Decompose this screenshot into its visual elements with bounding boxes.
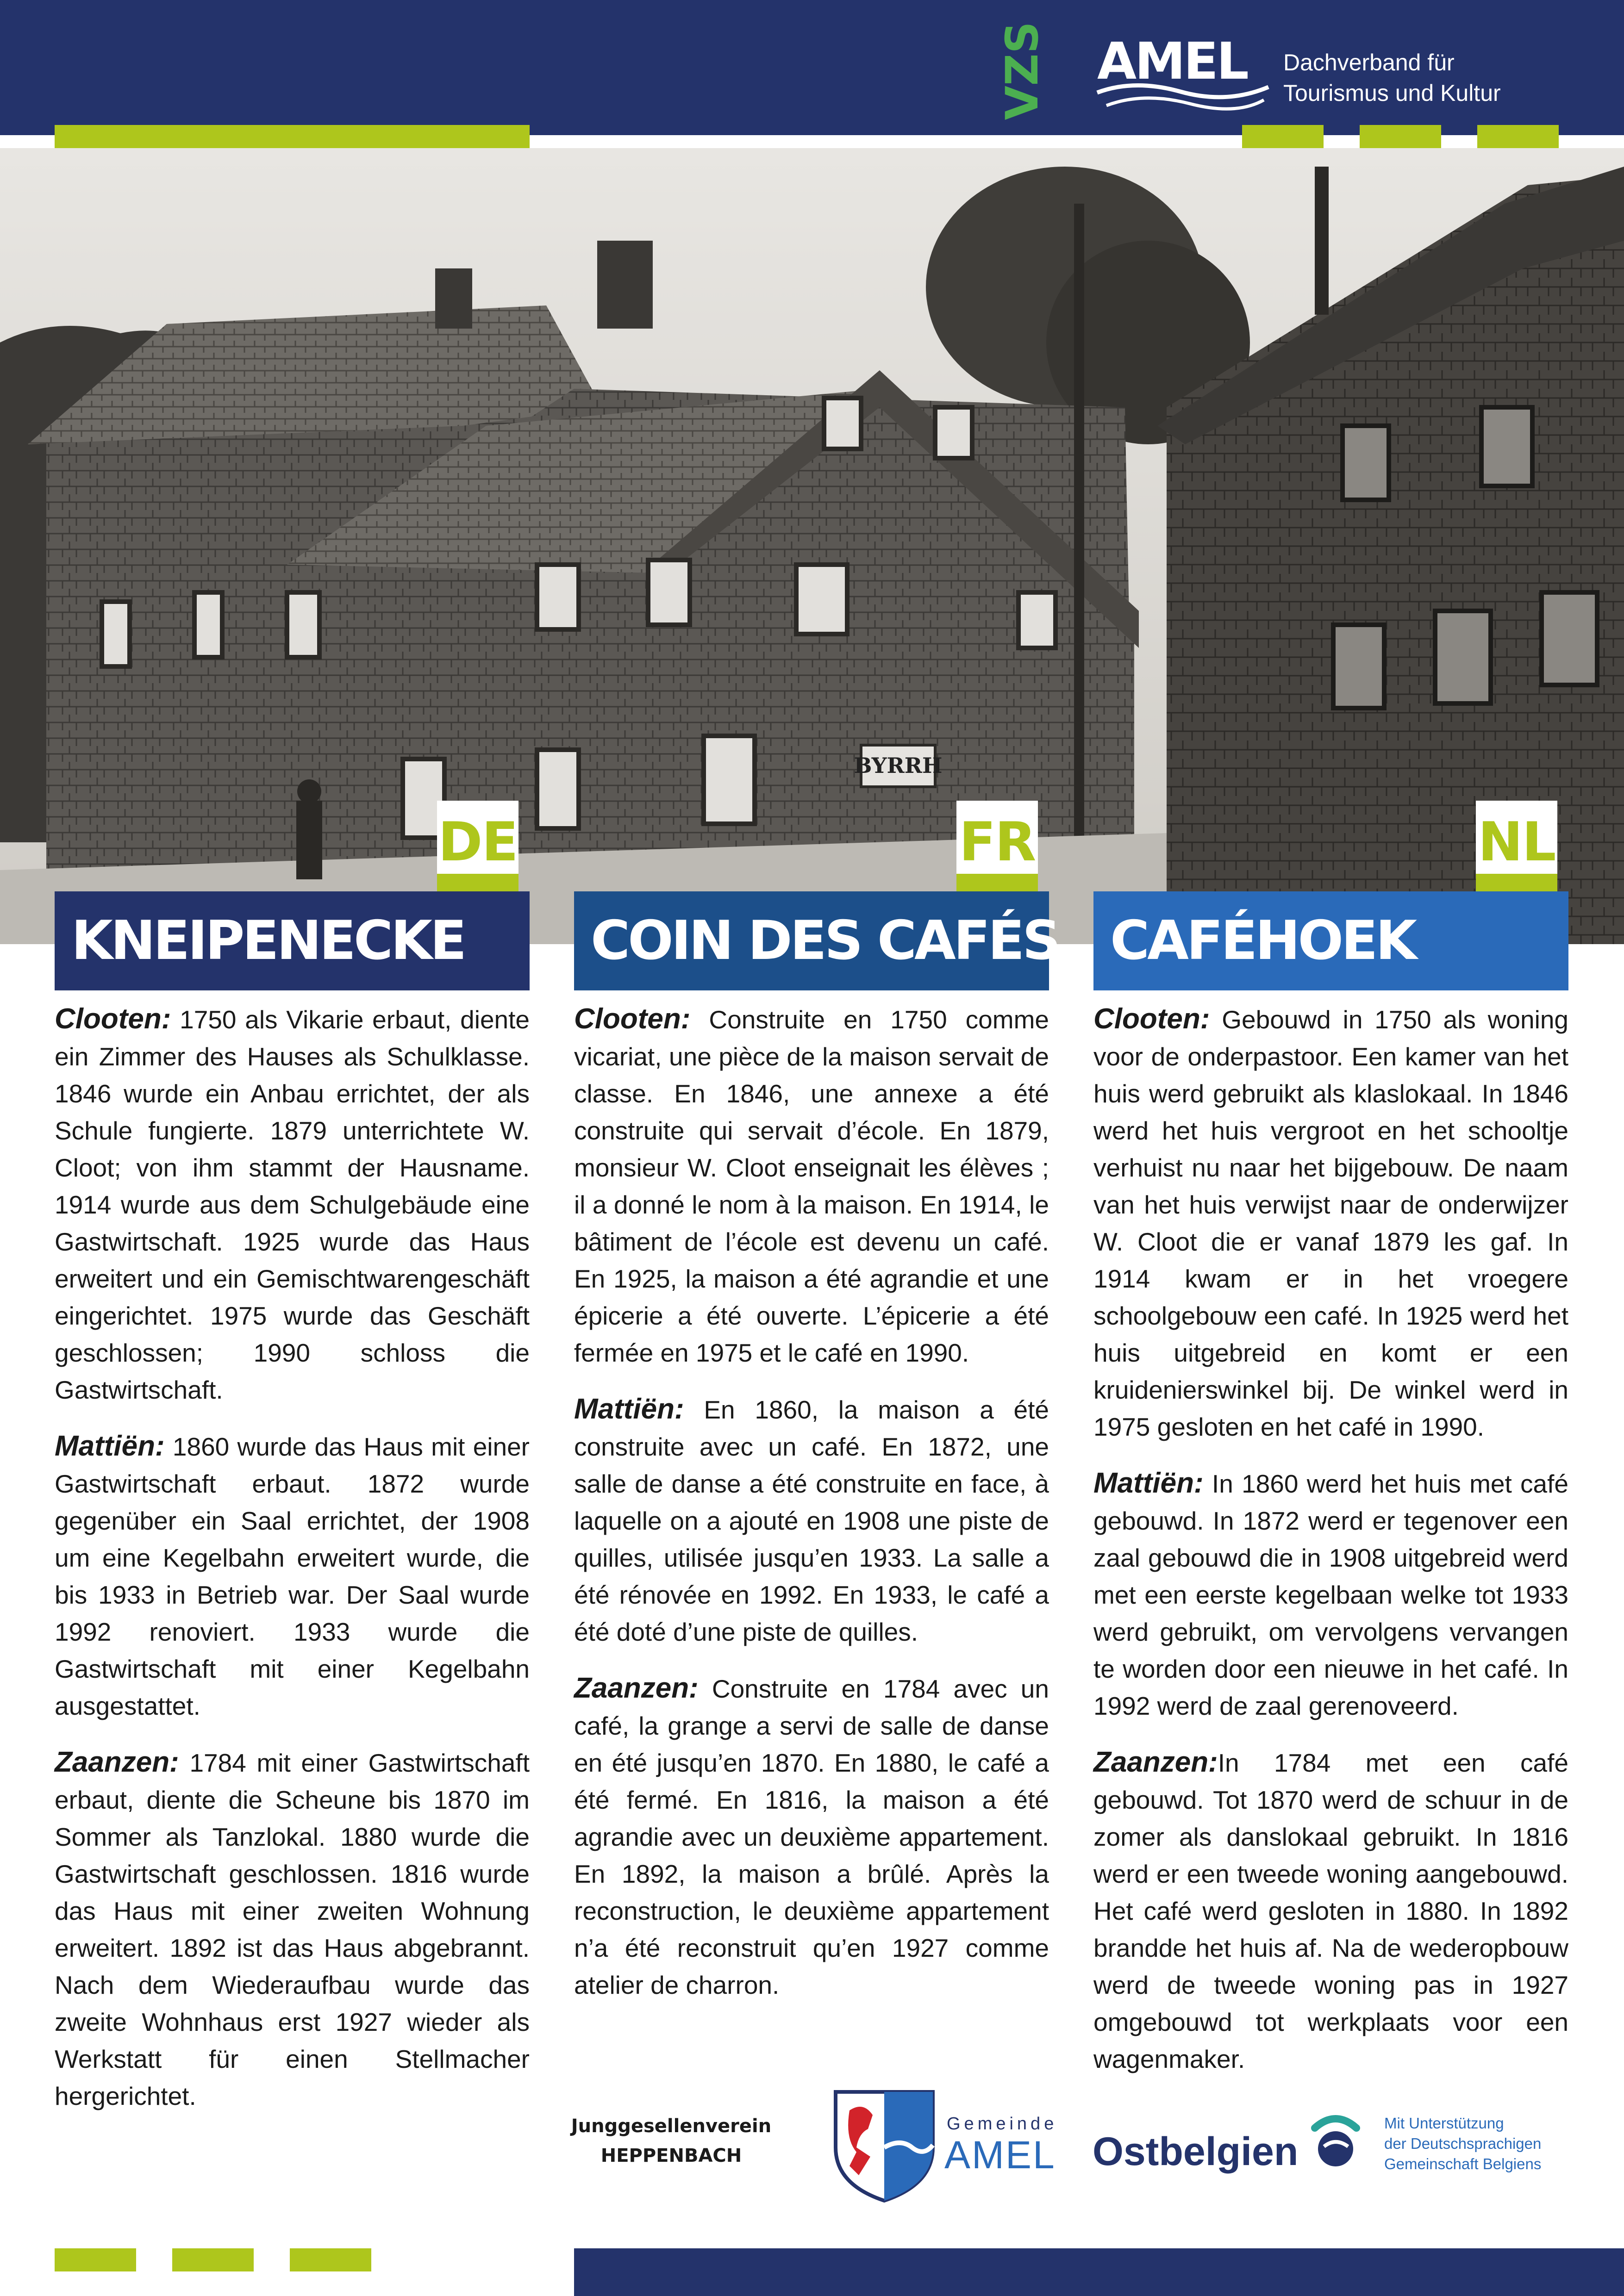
heading-nl: CAFÉHOEK bbox=[1093, 891, 1568, 990]
paragraph-mattien bbox=[55, 1428, 530, 1724]
gemeinde-label: Gemeinde bbox=[947, 2114, 1058, 2134]
tagline-line-1: Dachverband für bbox=[1283, 50, 1455, 75]
paragraph-text: Gebouwd in 1750 als woning voor de onderpastoor. Een kamer van het huis werd gebruikt als klaslokaal. In 1846 werd het huis vergroot en het schooltje verhuist nu naar het bijgebouw. De naam van het huis verwijst naar de onderwijzer W. Cloot die er vanaf 1879 les gaf. In 1914 kwam er in het vroegere schoolgebouw een café. In 1925 werd het huis uitgebreid en komt er een kruidenierswinkel bij. De winkel werd in 1975 gesloten en het café in 1990. bbox=[1093, 1005, 1568, 1441]
place-label: Zaanzen: bbox=[574, 1672, 699, 1704]
accent-bar bbox=[1477, 125, 1559, 148]
svg-text:AMEL: AMEL bbox=[1097, 31, 1247, 91]
accent-bar bbox=[1242, 125, 1324, 148]
paragraph-zaanzen bbox=[1093, 1744, 1568, 2078]
lang-code: NL bbox=[1478, 811, 1555, 873]
jgv-line-2: HEPPENBACH bbox=[600, 2145, 742, 2166]
paragraph-clooten bbox=[1093, 1001, 1568, 1445]
place-label: Mattiën: bbox=[1093, 1467, 1204, 1499]
historic-photo-illustration bbox=[0, 148, 1624, 944]
paragraph-text: 1750 als Vikarie erbaut, diente ein Zimmer des Hauses als Schulklasse. 1846 wurde ein Anbau errichtet, der als Schule fungierte. 1879 unterrichtete W. Cloot; von ihm stammt der Hausname. 1914 wurde aus dem Schulgebäude eine Gastwirtschaft. 1925 wurde das Haus erweitert und ein Gemischtwarengeschäft eingerichtet. 1975 wurde das Geschäft geschlossen; 1990 schloss die Gastwirtschaft. bbox=[55, 1005, 530, 1404]
footer-accent-bar bbox=[172, 2248, 254, 2271]
accent-bar bbox=[1360, 125, 1441, 148]
tagline bbox=[1283, 47, 1598, 108]
support-line-2: der Deutschsprachigen bbox=[1384, 2135, 1542, 2152]
column-de bbox=[55, 1001, 530, 2115]
paragraph-text: In 1860 werd het huis met café gebouwd. In 1872 werd er tegenover een zaal gebouwd die in 1908 uitgebreid werd met een eerste kegelbaan welke tot 1933 werd gebruikt, om vervolgens vervangen te worden door een nieuwe in het café. In 1992 werd de zaal gerenoveerd. bbox=[1093, 1469, 1568, 1720]
lang-code: FR bbox=[959, 811, 1036, 873]
paragraph-mattien bbox=[574, 1391, 1049, 1650]
lang-tag-underline bbox=[1476, 874, 1557, 893]
jgv-line-1: Junggesellenverein bbox=[571, 2116, 772, 2137]
heading-de: KNEIPENECKE bbox=[55, 891, 530, 990]
amel-logo bbox=[1093, 32, 1273, 116]
lang-tag-nl bbox=[1476, 801, 1557, 893]
column-fr bbox=[574, 1001, 1049, 2004]
lang-tag-underline bbox=[956, 874, 1038, 893]
footer-accent-bar bbox=[290, 2248, 371, 2271]
place-label: Clooten: bbox=[1093, 1003, 1210, 1035]
amel-crest-icon bbox=[831, 2087, 937, 2203]
junggesellenverein-logo bbox=[565, 2111, 778, 2171]
lang-code: DE bbox=[438, 811, 518, 873]
paragraph-clooten bbox=[55, 1001, 530, 1408]
support-line-3: Gemeinschaft Belgiens bbox=[1384, 2155, 1542, 2172]
ostbelgien-wordmark: Ostbelgien bbox=[1093, 2129, 1299, 2174]
place-label: Zaanzen: bbox=[1093, 1746, 1218, 1778]
paragraph-zaanzen bbox=[574, 1670, 1049, 2004]
support-line-1: Mit Unterstützung bbox=[1384, 2115, 1504, 2132]
paragraph-clooten bbox=[574, 1001, 1049, 1371]
lang-tag-underline bbox=[437, 874, 518, 893]
place-label: Clooten: bbox=[574, 1003, 691, 1035]
accent-bar bbox=[55, 125, 530, 148]
tagline-line-2: Tourismus und Kultur bbox=[1283, 80, 1501, 106]
svg-text:VZS: VZS bbox=[996, 21, 1048, 120]
paragraph-text: In 1784 met een café gebouwd. Tot 1870 werd de schuur in de zomer als danslokaal gebruikt. In 1816 werd er een tweede woning aangebouwd. Het café werd gesloten in 1880. In 1892 brandde het huis af. Na de wederopbouw werd de tweede woning pas in 1927 omgebouwd tot werkplaats voor een wagenmaker. bbox=[1093, 1748, 1568, 2073]
vzs-logo bbox=[996, 21, 1048, 120]
support-note bbox=[1384, 2113, 1583, 2174]
lang-tag-fr bbox=[956, 801, 1038, 893]
place-label: Mattiën: bbox=[574, 1393, 684, 1425]
paragraph-zaanzen bbox=[55, 1744, 530, 2115]
paragraph-text: En 1860, la maison a été construite avec un café. En 1872, une salle de danse a été construite en face, à laquelle on a ajouté en 1908 une piste de quilles, utilisée jusqu’en 1933. La salle a été rénovée en 1992. En 1933, le café a été doté d’une piste de quilles. bbox=[574, 1395, 1049, 1646]
paragraph-mattien bbox=[1093, 1465, 1568, 1724]
ostbelgien-logo-icon bbox=[1305, 2109, 1366, 2170]
paragraph-text: 1860 wurde das Haus mit einer Gastwirtschaft erbaut. 1872 wurde gegenüber ein Saal errichtet, der 1908 um eine Kegelbahn erweitert wurde, die bis 1933 in Betrieb war. Der Saal wurde 1992 renoviert. 1933 wurde die Gastwirtschaft mit einer Kegelbahn ausgestattet. bbox=[55, 1432, 530, 1720]
column-nl bbox=[1093, 1001, 1568, 2078]
footer-accent-bar bbox=[55, 2248, 136, 2271]
heading-fr: COIN DES CAFÉS bbox=[574, 891, 1049, 990]
shop-sign-text: BYRRH bbox=[854, 753, 943, 778]
paragraph-text: 1784 mit einer Gastwirtschaft erbaut, diente die Scheune bis 1870 im Sommer als Tanzlokal. 1880 wurde die Gastwirtschaft geschlossen. 1816 wurde das Haus mit einer zweiten Wohnung erweitert. 1892 ist das Haus abgebrannt. Nach dem Wiederaufbau wurde das zweite Wohnhaus erst 1927 wieder als Werkstatt für einen Stellmacher hergerichtet. bbox=[55, 1748, 530, 2110]
historic-photo bbox=[0, 148, 1624, 944]
place-label: Zaanzen: bbox=[55, 1746, 179, 1778]
gemeinde-amel-wordmark: AMEL bbox=[944, 2133, 1056, 2177]
place-label: Mattiën: bbox=[55, 1430, 165, 1462]
place-label: Clooten: bbox=[55, 1003, 171, 1035]
paragraph-text: Construite en 1750 comme vicariat, une pièce de la maison servait de classe. En 1846, une annexe a été construite qui servait d’école. En 1879, monsieur W. Cloot enseignait les élèves ; il a donné le nom à la maison. En 1914, le bâtiment de l’école est devenu un café. En 1925, la maison a été agrandie et une épicerie a été ouverte. L’épicerie a été fermée en 1975 et le café en 1990. bbox=[574, 1005, 1049, 1367]
lang-tag-de bbox=[437, 801, 518, 893]
paragraph-text: Construite en 1784 avec un café, la grange a servi de salle de danse en été jusqu’en 1870. En 1880, le café a été fermé. En 1816, la maison a été agrandie avec un deuxième appartement. En 1892, la maison a brûlé. Après la reconstruction, le deuxième appartement n’a été reconstruit qu’en 1927 comme atelier de charron. bbox=[574, 1674, 1049, 1999]
footer-blue-bar bbox=[574, 2248, 1624, 2296]
